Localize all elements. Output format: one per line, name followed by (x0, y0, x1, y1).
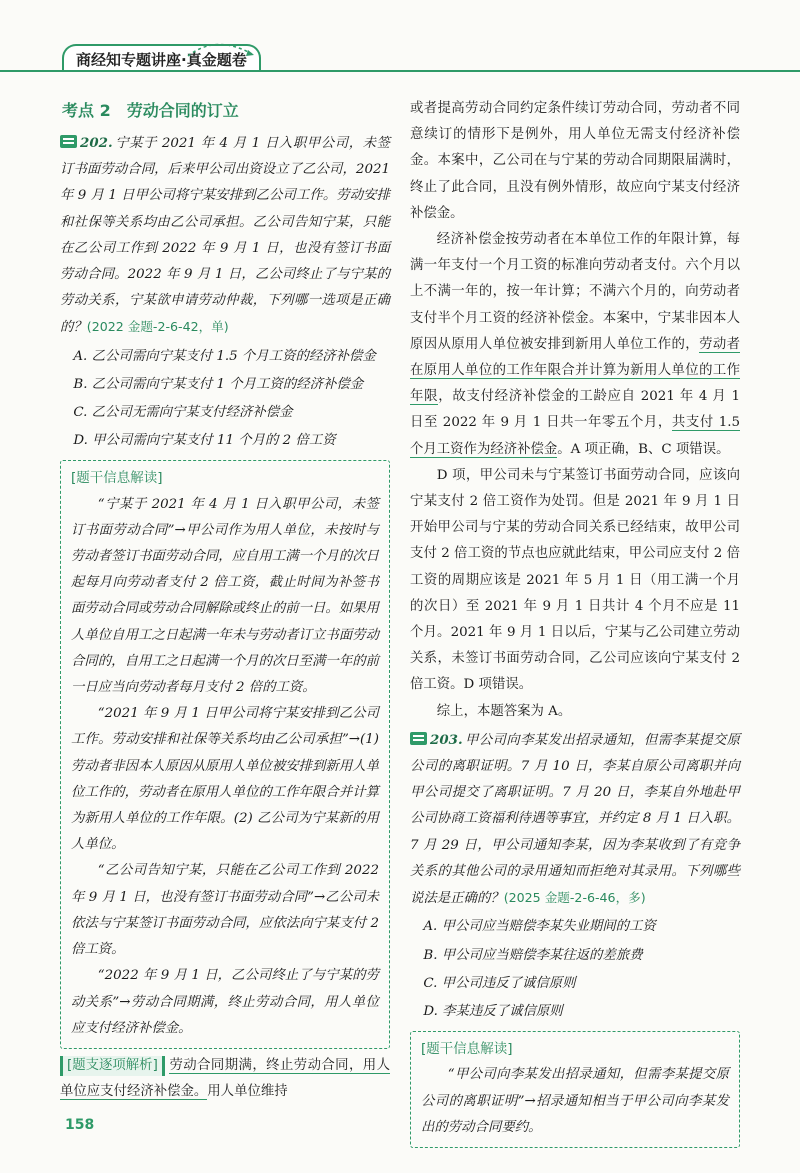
option-d: D. 李某违反了诚信原则 (423, 1003, 563, 1019)
question-203 (410, 727, 740, 912)
underlined-text: 劳动者在原用人单位的工作年限合并计算为新用人单位的工作年限 (410, 336, 740, 405)
header-rule (0, 70, 800, 72)
analysis-text: 用人单位维持 (207, 1084, 288, 1100)
info-paragraph: “2022 年 9 月 1 日，乙公司终止了与宁某的劳动关系”→劳动合同期满，终止劳动合同，用人单位应支付经济补偿金。 (71, 968, 379, 1036)
left-column (60, 96, 390, 1105)
option-c: C. 甲公司违反了诚信原则 (423, 975, 576, 991)
question-source: (2022 金题-2-6-42，单) (86, 319, 229, 335)
info-box-title: [题干信息解读] (421, 1041, 513, 1058)
question-icon (60, 135, 77, 148)
page-header (0, 0, 800, 92)
option-b: B. 乙公司需向宁某支付 1 个月工资的经济补偿金 (73, 376, 364, 392)
info-box-202 (60, 460, 390, 1048)
text-span: ，故支付经济补偿金的工龄应自 2021 年 4 月 1 日至 2022 年 9 月 1 日共一年零五个月， (410, 389, 741, 431)
header-title: 商经知专题讲座·真金题卷 (62, 44, 261, 72)
question-number: 203. (430, 731, 463, 748)
option-a: A. 甲公司应当赔偿李某失业期间的工资 (423, 919, 656, 935)
question-stem: 宁某于 2021 年 4 月 1 日入职甲公司，未签订书面劳动合同，后来甲公司出资设立了乙公司，2021 年 9 月 1 日甲公司将宁某安排到乙公司工作。劳动安排和社保等关系均由乙公司承担。乙公司告知宁某，只能在乙公司工作到 2022 年 9 月 1 日，也没有签订书面劳动合同。2022 年 9 月 1 日，乙公司终止了与宁某的劳动关系，宁某欲申请劳动仲裁，下列哪一选项是正确的？ (60, 136, 390, 336)
page-number: 158 (65, 1117, 95, 1133)
info-paragraph: “乙公司告知宁某，只能在乙公司工作到 2022 年 9 月 1 日，也没有签订书面劳动合同”→乙公司未依法与宁某签订书面劳动合同，应依法向宁某支付 2 倍工资。 (71, 863, 379, 958)
option-c: C. 乙公司无需向宁某支付经济补偿金 (73, 405, 293, 421)
info-box-203 (410, 1031, 740, 1148)
header-decoration-icon (186, 38, 256, 58)
option-d: D. 甲公司需向宁某支付 11 个月的 2 倍工资 (73, 433, 336, 449)
section-title: 考点 2 劳动合同的订立 (62, 101, 239, 120)
info-box-title: [题干信息解读] (71, 470, 163, 487)
text-span: 经济补偿金按劳动者在本单位工作的年限计算，每满一年支付一个月工资的标准向劳动者支付。六个月以上不满一年的，按一年计算；不满六个月的，向劳动者支付半个月工资的经济补偿金。本案中，宁某非因本人原因从原用人单位被安排到新用人单位工作的， (410, 232, 740, 352)
analysis-continued: 或者提高劳动合同约定条件续订劳动合同，劳动者不同意续订的情形下是例外，用人单位无需支付经济补偿金。本案中，乙公司在与宁某的劳动合同期限届满时，终止了此合同，且没有例外情形，故应向宁某支付经济补偿金。 (410, 101, 740, 221)
right-column (410, 96, 740, 1148)
option-b: B. 甲公司应当赔偿李某往返的差旅费 (423, 947, 643, 963)
question-number: 202. (80, 135, 113, 151)
info-paragraph: “2021 年 9 月 1 日甲公司将宁某安排到乙公司工作。劳动安排和社保等关系均由乙公司承担”→(1) 劳动者非因本人原因从原用人单位被安排到新用人单位工作的，劳动者在原用人单位的工作年限合并计算为新用人单位的工作年限。(2) 乙公司为宁某新的用人单位。 (71, 706, 379, 853)
analysis-underlined: 劳动合同期满，终止劳动合同，用人单位应支付经济补偿金。 (60, 1057, 391, 1100)
analysis-tag: [题支逐项解析] (60, 1056, 165, 1076)
option-a: A. 乙公司需向宁某支付 1.5 个月工资的经济补偿金 (73, 348, 376, 364)
text-span: 。A 项正确，B、C 项错误。 (557, 441, 730, 457)
question-stem: 甲公司向李某发出招录通知，但需李某提交原公司的离职证明。7 月 10 日，李某自原公司离职并向甲公司提交了离职证明。7 月 20 日，李某自外地赴甲公司协商工资福利待遇等事宜，并约定 8 月 1 日入职。7 月 29 日，甲公司通知李某，因为李某收到了有竞争关系的其他公司的录用通知而拒绝对其录用。下列哪些说法是正确的？ (410, 732, 740, 907)
question-source: (2025 金题-2-6-46，多) (503, 890, 646, 906)
answer-summary: 综上，本题答案为 A。 (436, 703, 572, 719)
question-icon (410, 732, 427, 745)
underlined-text: 共支付 1.5 个月工资作为经济补偿金 (410, 415, 740, 457)
analysis-paragraph (60, 1053, 390, 1105)
info-paragraph: “甲公司向李某发出招录通知，但需李某提交原公司的离职证明”→招录通知相当于甲公司向李某发出的劳动合同要约。 (421, 1067, 729, 1135)
question-202 (60, 130, 390, 342)
info-paragraph: “宁某于 2021 年 4 月 1 日入职甲公司，未签订书面劳动合同”→甲公司作为用人单位，未按时与劳动者签订书面劳动合同，应自用工满一个月的次日起每月向劳动者支付 2 倍工资，截止时间为补签书面劳动合同或劳动合同解除或终止的前一日。如果用人单位自用工之日起满一年未与劳动者订立书面劳动合同的，自用工之日起满一个月的次日至满一年的前一日应当向劳动者每月支付 2 倍的工资。 (71, 496, 379, 696)
analysis-paragraph-3: D 项，甲公司未与宁某签订书面劳动合同，应该向宁某支付 2 倍工资作为处罚。但是 2021 年 9 月 1 日开始甲公司与宁某的劳动合同关系已经结束，故甲公司支付 2 倍工资的节点也应就此结束，甲公司应支付 2 倍工资的周期应该是 2021 年 5 月 1 日（用工满一个月的次日）至 2021 年 9 月 1 日共计 4 个月不应是 11 个月。2021 年 9 月 1 日以后，宁某与乙公司建立劳动关系，未签订书面劳动合同，乙公司应该向宁某支付 2 倍工资。D 项错误。 (410, 467, 740, 693)
analysis-paragraph-2 (410, 227, 740, 463)
